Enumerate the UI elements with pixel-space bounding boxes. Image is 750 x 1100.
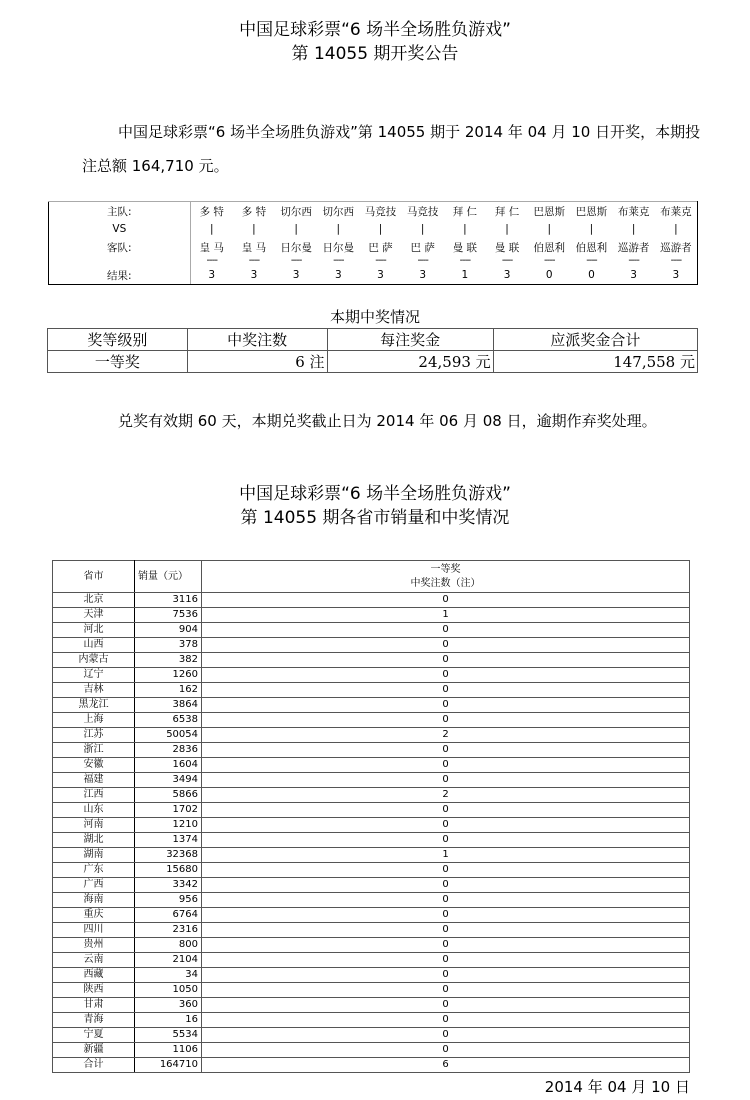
dash-line: ---- xyxy=(628,255,639,266)
match-row-home-team xyxy=(49,202,698,221)
header-sales: 销量（元） xyxy=(135,561,202,593)
prize-header-level: 奖等级别 xyxy=(48,329,188,351)
province-row xyxy=(53,953,690,968)
first-prize-winners: 0 xyxy=(202,713,690,728)
first-prize-winners: 0 xyxy=(202,818,690,833)
away-team: 曼 联 xyxy=(494,241,520,254)
first-prize-winners: 0 xyxy=(202,968,690,983)
sales-amount: 16 xyxy=(135,1013,202,1028)
home-team: 切尔西 xyxy=(317,202,359,221)
prize-row xyxy=(48,351,698,373)
vs-separator: | xyxy=(463,223,467,235)
match-row-label: VS xyxy=(49,220,191,238)
sales-amount: 6538 xyxy=(135,713,202,728)
vs-separator: | xyxy=(252,223,256,235)
match-result: 3 xyxy=(233,266,275,285)
match-row-label: 结果: xyxy=(49,266,191,285)
dash-line: ---- xyxy=(333,255,344,266)
province-row xyxy=(53,998,690,1013)
province-name: 吉林 xyxy=(53,683,135,698)
match-result: 3 xyxy=(275,266,317,285)
province-name: 四川 xyxy=(53,923,135,938)
prize-header-count: 中奖注数 xyxy=(187,329,327,351)
match-row-label: 主队: xyxy=(49,202,191,221)
province-row xyxy=(53,728,690,743)
title-line-2: 第 14055 期开奖公告 xyxy=(291,44,459,64)
first-prize-winners: 0 xyxy=(202,878,690,893)
province-row xyxy=(53,743,690,758)
home-team: 多 特 xyxy=(190,202,233,221)
dash-line: ---- xyxy=(417,255,428,266)
first-prize-winners: 1 xyxy=(202,848,690,863)
province-name: 上海 xyxy=(53,713,135,728)
province-row xyxy=(53,653,690,668)
away-team: 巡游者 xyxy=(655,238,698,256)
home-team: 巴恩斯 xyxy=(570,202,612,221)
sales-amount: 904 xyxy=(135,623,202,638)
sales-amount: 2104 xyxy=(135,953,202,968)
province-row xyxy=(53,923,690,938)
province-row xyxy=(53,878,690,893)
province-name: 云南 xyxy=(53,953,135,968)
title-line-1: 中国足球彩票“6 场半全场胜负游戏” xyxy=(239,20,511,40)
province-name: 北京 xyxy=(53,593,135,608)
away-team: 巴 萨 xyxy=(410,241,435,254)
sales-amount: 378 xyxy=(135,638,202,653)
province-name: 河北 xyxy=(53,623,135,638)
vs-separator: | xyxy=(547,223,551,235)
sales-amount: 5534 xyxy=(135,1028,202,1043)
home-team: 多 特 xyxy=(233,202,275,221)
away-team: 伯恩利 xyxy=(575,241,608,254)
sales-amount: 1702 xyxy=(135,803,202,818)
sales-amount: 2316 xyxy=(135,923,202,938)
province-row xyxy=(53,938,690,953)
away-team: 皇 马 xyxy=(241,241,267,254)
province-sales-table xyxy=(52,560,690,1073)
header-province: 省市 xyxy=(53,561,135,593)
away-team: 日尔曼 xyxy=(322,241,355,254)
match-row-dash-line xyxy=(49,256,698,266)
first-prize-winners: 0 xyxy=(202,698,690,713)
dash-line: ---- xyxy=(586,255,597,266)
sales-amount: 3494 xyxy=(135,773,202,788)
away-team: 曼 联 xyxy=(452,241,478,254)
prize-count: 6 注 xyxy=(187,351,327,373)
dash-line: ---- xyxy=(290,255,302,266)
home-team: 切尔西 xyxy=(275,202,317,221)
prize-per-bet: 24,593 元 xyxy=(327,351,493,373)
dash-line: ---- xyxy=(501,255,513,266)
province-row xyxy=(53,983,690,998)
away-team: 巡游者 xyxy=(617,241,650,254)
province-row xyxy=(53,788,690,803)
vs-separator: | xyxy=(420,223,425,235)
first-prize-winners: 0 xyxy=(202,773,690,788)
province-row xyxy=(53,668,690,683)
sales-amount: 2836 xyxy=(135,743,202,758)
home-team: 马竞技 xyxy=(359,202,401,221)
sales-amount: 164710 xyxy=(135,1058,202,1073)
first-prize-winners: 0 xyxy=(202,893,690,908)
sales-amount: 1604 xyxy=(135,758,202,773)
vs-separator: | xyxy=(336,223,341,235)
province-row xyxy=(53,1013,690,1028)
province-name: 广东 xyxy=(53,863,135,878)
province-name: 黑龙江 xyxy=(53,698,135,713)
province-row xyxy=(53,608,690,623)
dash-line: ---- xyxy=(248,255,260,266)
sales-title-line-2: 第 14055 期各省市销量和中奖情况 xyxy=(240,508,510,528)
province-row xyxy=(53,908,690,923)
province-name: 重庆 xyxy=(53,908,135,923)
match-result: 3 xyxy=(190,266,233,285)
sales-amount: 956 xyxy=(135,893,202,908)
match-result: 3 xyxy=(402,266,444,285)
prize-header-total: 应派奖金合计 xyxy=(493,329,697,351)
match-row-away-team xyxy=(49,238,698,256)
first-prize-winners: 0 xyxy=(202,998,690,1013)
away-team: 伯恩利 xyxy=(533,241,565,254)
province-name: 海南 xyxy=(53,893,135,908)
province-name: 广西 xyxy=(53,878,135,893)
match-result: 0 xyxy=(528,266,570,285)
province-name: 安徽 xyxy=(53,758,135,773)
away-team: 日尔曼 xyxy=(280,241,312,254)
prize-table xyxy=(47,328,698,373)
header-first-prize xyxy=(202,561,690,593)
match-result: 1 xyxy=(444,266,486,285)
vs-separator: | xyxy=(378,223,383,235)
first-prize-winners: 0 xyxy=(202,953,690,968)
province-row xyxy=(53,1043,690,1058)
match-row-vs-separator xyxy=(49,220,698,238)
sales-title-line-1: 中国足球彩票“6 场半全场胜负游戏” xyxy=(239,484,511,504)
province-name: 山西 xyxy=(53,638,135,653)
first-prize-winners: 0 xyxy=(202,1043,690,1058)
sales-amount: 1050 xyxy=(135,983,202,998)
vs-separator: | xyxy=(631,223,636,235)
home-team: 巴恩斯 xyxy=(528,202,570,221)
first-prize-winners: 0 xyxy=(202,1028,690,1043)
first-prize-winners: 0 xyxy=(202,623,690,638)
vs-separator: | xyxy=(209,223,214,235)
prize-total: 147,558 元 xyxy=(493,351,697,373)
sales-amount: 800 xyxy=(135,938,202,953)
first-prize-winners: 0 xyxy=(202,1013,690,1028)
first-prize-winners: 0 xyxy=(202,593,690,608)
sales-amount: 1210 xyxy=(135,818,202,833)
province-row xyxy=(53,698,690,713)
sales-amount: 1260 xyxy=(135,668,202,683)
sales-amount: 7536 xyxy=(135,608,202,623)
vs-separator: | xyxy=(294,223,298,235)
announcement-title xyxy=(0,18,750,66)
dash-line: ---- xyxy=(206,255,217,266)
sales-amount: 3864 xyxy=(135,698,202,713)
province-name: 内蒙古 xyxy=(53,653,135,668)
province-name: 宁夏 xyxy=(53,1028,135,1043)
footer-date: 2014 年 04 月 10 日 xyxy=(544,1078,690,1096)
dash-line: ---- xyxy=(459,255,471,266)
sales-amount: 5866 xyxy=(135,788,202,803)
province-name: 新疆 xyxy=(53,1043,135,1058)
claim-paragraph: 兑奖有效期 60 天，本期兑奖截止日为 2014 年 06 月 08 日，逾期作弃奖处理。 xyxy=(118,412,657,430)
province-name: 西藏 xyxy=(53,968,135,983)
first-prize-winners: 0 xyxy=(202,653,690,668)
sales-amount: 50054 xyxy=(135,728,202,743)
sales-section-title xyxy=(0,482,750,530)
province-name: 甘肃 xyxy=(53,998,135,1013)
match-result: 3 xyxy=(359,266,401,285)
first-prize-winners: 0 xyxy=(202,938,690,953)
province-name: 陕西 xyxy=(53,983,135,998)
dash-line: ---- xyxy=(655,256,698,266)
match-result: 3 xyxy=(613,266,655,285)
province-name: 湖北 xyxy=(53,833,135,848)
first-prize-winners: 0 xyxy=(202,668,690,683)
province-row xyxy=(53,1028,690,1043)
sales-amount: 382 xyxy=(135,653,202,668)
sales-amount: 3342 xyxy=(135,878,202,893)
province-row xyxy=(53,593,690,608)
home-team: 布莱克 xyxy=(613,202,655,221)
province-row xyxy=(53,968,690,983)
home-team: 拜 仁 xyxy=(486,202,528,221)
match-result: 3 xyxy=(655,266,698,285)
first-prize-winners: 1 xyxy=(202,608,690,623)
first-prize-winners: 0 xyxy=(202,923,690,938)
first-prize-winners: 0 xyxy=(202,863,690,878)
province-name: 江苏 xyxy=(53,728,135,743)
away-team: 皇 马 xyxy=(199,241,224,254)
sales-amount: 162 xyxy=(135,683,202,698)
match-result: 0 xyxy=(570,266,612,285)
vs-separator: | xyxy=(655,220,698,238)
first-prize-winners: 0 xyxy=(202,758,690,773)
match-row-label xyxy=(49,256,191,266)
province-name: 江西 xyxy=(53,788,135,803)
first-prize-winners: 2 xyxy=(202,728,690,743)
province-name: 湖南 xyxy=(53,848,135,863)
match-result: 3 xyxy=(486,266,528,285)
sales-amount: 1374 xyxy=(135,833,202,848)
first-prize-winners: 0 xyxy=(202,743,690,758)
sales-amount: 32368 xyxy=(135,848,202,863)
total-row xyxy=(53,1058,690,1073)
match-row-label: 客队: xyxy=(49,238,191,256)
vs-separator: | xyxy=(505,223,509,235)
province-name: 合计 xyxy=(53,1058,135,1073)
first-prize-winners: 2 xyxy=(202,788,690,803)
first-prize-winners: 6 xyxy=(202,1058,690,1073)
sales-amount: 6764 xyxy=(135,908,202,923)
province-row xyxy=(53,773,690,788)
province-row xyxy=(53,818,690,833)
match-result: 3 xyxy=(317,266,359,285)
province-row xyxy=(53,833,690,848)
province-row xyxy=(53,713,690,728)
first-prize-winners: 0 xyxy=(202,983,690,998)
province-row xyxy=(53,803,690,818)
province-name: 天津 xyxy=(53,608,135,623)
province-name: 浙江 xyxy=(53,743,135,758)
first-prize-winners: 0 xyxy=(202,833,690,848)
province-name: 山东 xyxy=(53,803,135,818)
prize-level: 一等奖 xyxy=(48,351,188,373)
province-row xyxy=(53,848,690,863)
province-name: 辽宁 xyxy=(53,668,135,683)
province-name: 贵州 xyxy=(53,938,135,953)
vs-separator: | xyxy=(589,223,594,235)
sales-amount: 34 xyxy=(135,968,202,983)
province-name: 青海 xyxy=(53,1013,135,1028)
sales-amount: 15680 xyxy=(135,863,202,878)
dash-line: ---- xyxy=(375,255,386,266)
province-name: 福建 xyxy=(53,773,135,788)
province-name: 河南 xyxy=(53,818,135,833)
prize-section-title: 本期中奖情况 xyxy=(329,308,420,326)
first-prize-winners: 0 xyxy=(202,908,690,923)
intro-paragraph: 中国足球彩票“6 场半全场胜负游戏”第 14055 期于 2014 年 04 月 10 日开奖，本期投注总额 164,710 元。 xyxy=(82,123,701,175)
header-prize-line-2: 中奖注数（注） xyxy=(410,577,481,589)
province-row xyxy=(53,623,690,638)
home-team: 马竞技 xyxy=(402,202,444,221)
province-row xyxy=(53,863,690,878)
match-results-table xyxy=(48,201,698,285)
sales-amount: 3116 xyxy=(135,593,202,608)
province-row xyxy=(53,638,690,653)
province-row xyxy=(53,683,690,698)
first-prize-winners: 0 xyxy=(202,803,690,818)
match-row-match-result xyxy=(49,266,698,285)
away-team: 巴 萨 xyxy=(368,241,393,254)
dash-line: ---- xyxy=(544,255,555,266)
home-team: 布莱克 xyxy=(655,202,698,221)
first-prize-winners: 0 xyxy=(202,683,690,698)
sales-amount: 360 xyxy=(135,998,202,1013)
home-team: 拜 仁 xyxy=(444,202,486,221)
header-prize-line-1: 一等奖 xyxy=(430,563,461,575)
first-prize-winners: 0 xyxy=(202,638,690,653)
province-row xyxy=(53,893,690,908)
sales-amount: 1106 xyxy=(135,1043,202,1058)
prize-header-per-bet: 每注奖金 xyxy=(327,329,493,351)
province-row xyxy=(53,758,690,773)
